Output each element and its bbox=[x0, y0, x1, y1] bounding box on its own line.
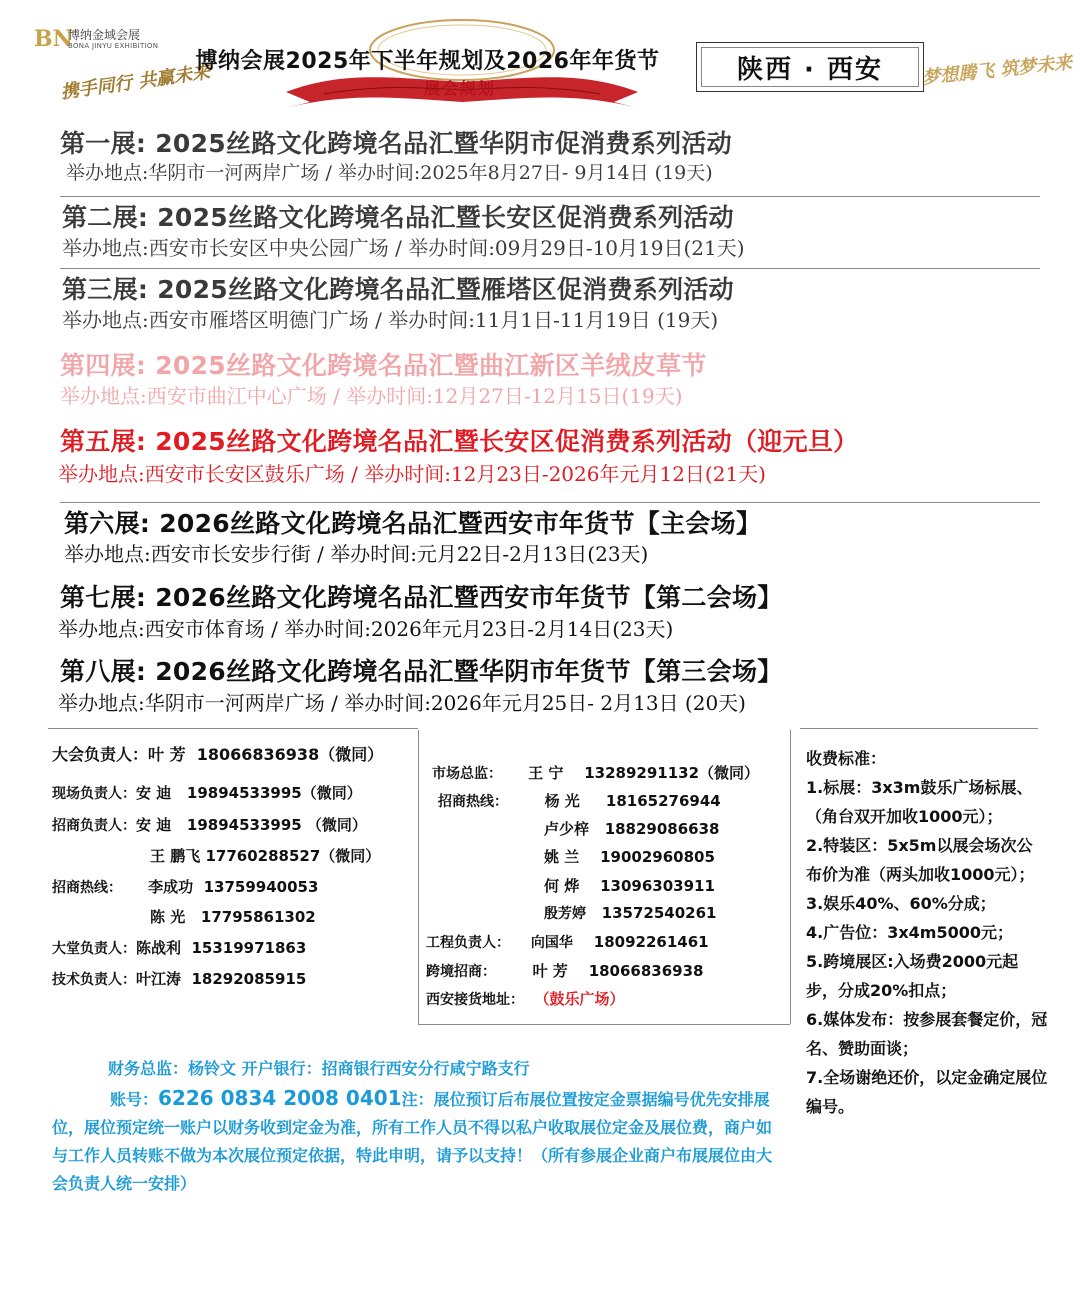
contact-phone: 18066836938（微同） bbox=[196, 745, 384, 764]
contact-mid-1 bbox=[432, 762, 759, 783]
slogan-left-text: 携手同行 共赢未来 bbox=[59, 61, 212, 104]
contact-mid-4 bbox=[544, 846, 715, 867]
contact-name: 陈战利 bbox=[136, 939, 182, 957]
divider bbox=[790, 730, 791, 1024]
contact-name: 李成功 bbox=[148, 878, 194, 896]
company-logo bbox=[34, 26, 174, 56]
contact-name: 卢少梓 bbox=[544, 820, 590, 838]
contact-left-8 bbox=[52, 968, 306, 989]
exhibition-7-title: 第七展: 2026丝路文化跨境名品汇暨西安市年货节【第二会场】 bbox=[60, 583, 783, 612]
exhibition-7-detail: 举办地点:西安市体育场 / 举办时间:2026年元月23日-2月14日(23天) bbox=[58, 617, 674, 641]
contact-phone: 13096303911 bbox=[600, 877, 715, 895]
divider bbox=[418, 1024, 790, 1025]
exhibition-6-detail: 举办地点:西安市长安步行街 / 举办时间:元月22日-2月13日(23天) bbox=[64, 542, 649, 566]
notice-text: 注：展位预订后布展位置按定金票据编号优先安排展位，展位预定统一账户以财务收到定金为准，所有工作人员不得以私户收取展位定金及展位费，商户如与工作人员转账不做为本次展位预定依据，特此申明，请予以支持！（所有参展企业商户布展展位由大会负责人统一安排） bbox=[52, 1090, 773, 1193]
contact-name: 何 烨 bbox=[544, 877, 580, 895]
exhibition-3-title: 第三展: 2025丝路文化跨境名品汇暨雁塔区促消费系列活动 bbox=[62, 275, 734, 304]
slogan-left bbox=[59, 60, 212, 120]
fee-item: 7.全场谢绝还价，以定金确定展位编号。 bbox=[806, 1068, 1048, 1116]
exhibition-2-title: 第二展: 2025丝路文化跨境名品汇暨长安区促消费系列活动 bbox=[62, 203, 734, 232]
contact-phone: 17760288527（微同） bbox=[205, 847, 381, 865]
divider bbox=[48, 728, 418, 729]
contact-left-3 bbox=[52, 814, 367, 835]
contact-mid-3 bbox=[544, 818, 720, 839]
account-label: 账号： bbox=[110, 1090, 159, 1109]
contact-phone: 19894533995（微同） bbox=[186, 784, 362, 802]
fee-item: 5.跨境展区:入场费2000元起步，分成20%扣点； bbox=[806, 952, 1019, 1000]
fee-standards bbox=[806, 744, 1048, 1121]
contact-phone: 18829086638 bbox=[604, 820, 720, 838]
ribbon-label: 展会规划 bbox=[423, 79, 496, 98]
finance-info: 财务总监：杨铃文 开户银行：招商银行西安分行咸宁路支行 bbox=[108, 1059, 530, 1078]
finance-notice bbox=[52, 1084, 787, 1198]
fee-heading: 收费标准： bbox=[806, 749, 887, 768]
fee-item: 3.娱乐40%、60%分成； bbox=[806, 894, 996, 913]
exhibition-1-title: 第一展: 2025丝路文化跨境名品汇暨华阴市促消费系列活动 bbox=[60, 129, 732, 158]
contact-left-6 bbox=[150, 906, 316, 927]
contact-role: 技术负责人： bbox=[52, 972, 136, 988]
divider bbox=[418, 730, 419, 1024]
contact-phone: 13289291132（微同） bbox=[584, 764, 760, 782]
contact-name: 陈 光 bbox=[150, 908, 186, 926]
contact-name: 向国华 bbox=[530, 935, 573, 951]
exhibition-2-detail: 举办地点:西安市长安区中央公园广场 / 举办时间:09月29日-10月19日(21天) bbox=[62, 236, 745, 260]
contact-mid-8 bbox=[426, 960, 704, 981]
contact-mid-6 bbox=[544, 903, 716, 923]
divider bbox=[800, 728, 1038, 729]
contact-name: 殷芳婷 bbox=[544, 906, 586, 922]
contact-mid-2 bbox=[438, 790, 721, 811]
exhibition-8-detail: 举办地点:华阴市一河两岸广场 / 举办时间:2026年元月25日- 2月13日 (20天) bbox=[58, 691, 746, 715]
exhibition-6-title: 第六展: 2026丝路文化跨境名品汇暨西安市年货节【主会场】 bbox=[64, 509, 762, 538]
logo-mark: BN bbox=[34, 26, 73, 52]
exhibition-4-title: 第四展: 2025丝路文化跨境名品汇暨曲江新区羊绒皮草节 bbox=[60, 351, 707, 380]
contact-role: 大堂负责人： bbox=[52, 941, 136, 957]
contact-phone: 19894533995 （微同） bbox=[186, 816, 367, 834]
contact-phone: 18092261461 bbox=[593, 933, 709, 951]
region-label: 陕西 · 西安 bbox=[701, 47, 919, 87]
exhibition-1-detail: 举办地点:华阴市一河两岸广场 / 举办时间:2025年8月27日- 9月14日 (19天) bbox=[66, 162, 713, 184]
contact-name: 姚 兰 bbox=[544, 848, 580, 866]
exhibition-5-detail: 举办地点:西安市长安区鼓乐广场 / 举办时间:12月23日-2026年元月12日(21天) bbox=[58, 462, 766, 486]
contact-phone: 17795861302 bbox=[200, 908, 316, 926]
delivery-address bbox=[426, 988, 624, 1009]
contact-mid-7 bbox=[426, 932, 709, 952]
contact-left-2 bbox=[52, 782, 362, 803]
contact-name: 安 迪 bbox=[136, 784, 172, 802]
contact-name: 王 宁 bbox=[528, 764, 564, 782]
divider bbox=[60, 268, 1040, 269]
contact-name: 杨 光 bbox=[544, 792, 580, 810]
delivery-label: 西安接货地址： bbox=[426, 992, 524, 1008]
fee-item: 6.媒体发布：按参展套餐定价，冠名、赞助面谈； bbox=[806, 1010, 1048, 1058]
contact-phone: 13759940053 bbox=[203, 878, 319, 896]
slogan-right-text: 梦想腾飞 筑梦未来 bbox=[921, 52, 1074, 89]
contact-phone: 15319971863 bbox=[191, 939, 307, 957]
contact-role: 工程负责人： bbox=[426, 935, 510, 951]
contact-mid-5 bbox=[544, 875, 715, 896]
contact-role: 招商热线： bbox=[52, 880, 122, 896]
contact-name: 叶江涛 bbox=[136, 970, 182, 988]
contact-left-7 bbox=[52, 937, 306, 958]
contact-role: 跨境招商： bbox=[426, 964, 496, 980]
contact-name: 王 鹏飞 bbox=[150, 847, 201, 865]
exhibition-5-title: 第五展: 2025丝路文化跨境名品汇暨长安区促消费系列活动（迎元旦） bbox=[60, 427, 859, 456]
contact-phone: 19002960805 bbox=[600, 848, 715, 866]
fee-item: 4.广告位：3x4m5000元； bbox=[806, 923, 1014, 942]
account-number: 6226 0834 2008 0401 bbox=[158, 1086, 402, 1110]
exhibition-8-title: 第八展: 2026丝路文化跨境名品汇暨华阴市年货节【第三会场】 bbox=[60, 657, 783, 686]
contact-name: 叶 芳 bbox=[148, 745, 186, 764]
contact-name: 叶 芳 bbox=[532, 962, 568, 980]
contact-phone: 18292085915 bbox=[191, 970, 307, 988]
contact-left-4 bbox=[150, 845, 380, 866]
contact-phone: 18165276944 bbox=[605, 792, 721, 810]
divider bbox=[60, 502, 1040, 503]
contact-role: 市场总监： bbox=[432, 766, 502, 782]
contact-phone: 13572540261 bbox=[601, 904, 717, 922]
contact-left-5 bbox=[52, 876, 318, 897]
logo-cn: 博纳金域会展 bbox=[68, 28, 141, 42]
contact-role: 招商热线： bbox=[438, 794, 508, 810]
logo-en: BONA JINYU EXHIBITION bbox=[68, 42, 159, 50]
contact-role: 现场负责人： bbox=[52, 786, 136, 802]
contact-role: 大会负责人： bbox=[52, 745, 149, 764]
fee-item: 2.特装区：5x5m以展会场次公布价为准（两头加收1000元）； bbox=[806, 836, 1035, 884]
fee-item: 1.标展：3x3m鼓乐广场标展、（角台双开加收1000元）； bbox=[806, 778, 1033, 826]
page-title: 博纳会展2025年下半年规划及2026年年货节 bbox=[195, 49, 660, 74]
delivery-value: （鼓乐广场） bbox=[534, 990, 625, 1008]
contact-role: 招商负责人： bbox=[52, 818, 136, 834]
divider bbox=[60, 196, 1040, 197]
exhibition-3-detail: 举办地点:西安市雁塔区明德门广场 / 举办时间:11月1日-11月19日 (19天) bbox=[62, 308, 719, 332]
contact-left-1 bbox=[52, 742, 383, 765]
slogan-right bbox=[921, 42, 1074, 112]
contact-phone: 18066836938 bbox=[588, 962, 704, 980]
exhibition-4-detail: 举办地点:西安市曲江中心广场 / 举办时间:12月27日-12月15日(19天) bbox=[60, 384, 683, 408]
contact-name: 安 迪 bbox=[136, 816, 172, 834]
region-box bbox=[696, 42, 924, 92]
